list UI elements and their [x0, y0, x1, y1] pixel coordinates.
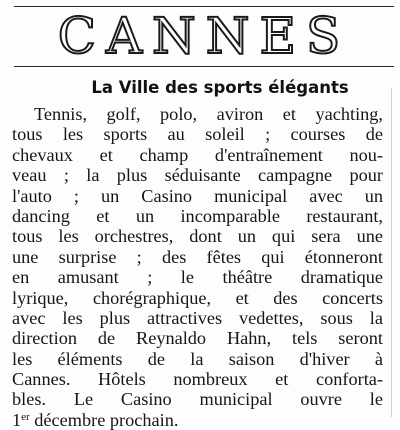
date-ordinal-number: 1	[12, 409, 22, 430]
article-line: tous les orchestres, dont un qui sera une	[12, 226, 383, 247]
date-rest: décembre prochain.	[29, 409, 179, 430]
article-line: tous les sports au soleil ; courses de	[12, 124, 383, 145]
masthead-title: CANNES	[57, 7, 351, 65]
article-line: une surprise ; des fêtes qui étonneront	[12, 246, 383, 267]
article-line: Tennis, golf, polo, aviron et yachting,	[34, 104, 383, 124]
page-edge	[391, 88, 392, 417]
bottom-rule	[14, 66, 394, 67]
article-line: veau ; la plus séduisante campagne pour	[12, 165, 383, 186]
article-line: dancing et un incomparable restaurant,	[12, 205, 383, 226]
article-line: lyrique, chorégraphique, et des concerts	[12, 287, 383, 308]
article-line: en amusant ; le théâtre dramatique	[12, 267, 383, 288]
article-last-line	[12, 410, 383, 430]
date-ordinal	[12, 410, 30, 430]
article-line: Cannes. Hôtels nombreux et conforta-	[12, 369, 383, 390]
article-line: avec les plus attractives vedettes, sous la	[12, 307, 383, 328]
article-line: bles. Le Casino municipal ouvre le	[12, 389, 383, 410]
article-body	[12, 104, 383, 430]
article-line: l'auto ; un Casino municipal avec un	[12, 185, 383, 206]
article-subtitle: La Ville des sports élégants	[91, 78, 349, 97]
article-line: les éléments de la saison d'hiver à	[12, 348, 383, 369]
date-ordinal-suffix: er	[21, 410, 30, 423]
article-line: direction de Reynaldo Hahn, tels seront	[12, 328, 383, 349]
article-line: chevaux et champ d'entraînement nou-	[12, 144, 383, 165]
